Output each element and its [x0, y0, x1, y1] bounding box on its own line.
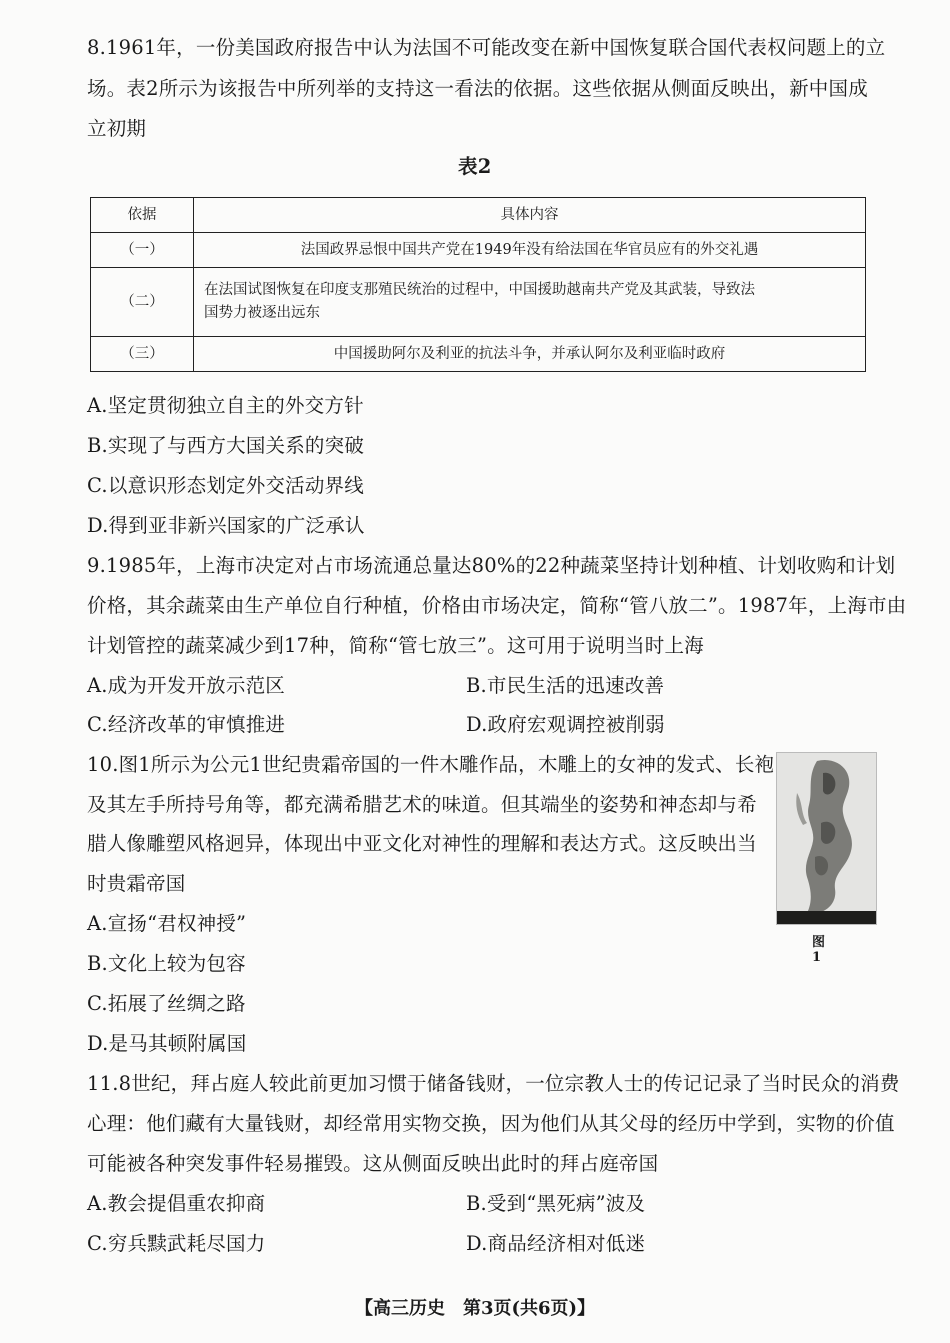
table-content-line: 法国政界忌恨中国共产党在1949年没有给法国在华官员应有的外交礼遇 [300, 241, 759, 258]
option-b[interactable]: B.实现了与西方大国关系的突破 [87, 434, 365, 457]
table-content-cell [194, 337, 866, 372]
figure-1-wood-carving [776, 752, 877, 925]
q9-stem-line: 计划管控的蔬菜减少到17种，简称“管七放三”。这可用于说明当时上海 [87, 634, 704, 657]
table-content-line: 中国援助阿尔及利亚的抗法斗争，并承认阿尔及利亚临时政府 [333, 345, 726, 362]
table-key-cell: （三） [91, 337, 194, 372]
option-d[interactable]: D.得到亚非新兴国家的广泛承认 [87, 514, 365, 537]
option-b[interactable]: B.受到“黑死病”波及 [466, 1192, 646, 1215]
q10-stem-line: 及其左手所持号角等，都充满希腊艺术的味道。但其端坐的姿势和神态却与希 [87, 793, 757, 816]
option-c[interactable]: C.拓展了丝绸之路 [87, 992, 246, 1015]
option-d[interactable]: D.商品经济相对低迷 [466, 1232, 646, 1255]
table-2 [90, 197, 866, 372]
q11-stem-line: 心理：他们藏有大量钱财，却经常用实物交换，因为他们从其父母的经历中学到，实物的价值 [87, 1112, 895, 1135]
q10-stem-line: 时贵霜帝国 [87, 872, 186, 895]
table-row [91, 337, 866, 372]
table-key-cell: （一） [91, 233, 194, 268]
q8-stem-line: 8.1961年，一份美国政府报告中认为法国不可能改变在新中国恢复联合国代表权问题上的立 [87, 36, 886, 59]
q11-stem-line: 可能被各种突发事件轻易摧毁。这从侧面反映出此时的拜占庭帝国 [87, 1152, 659, 1175]
q9-stem-line: 价格，其余蔬菜由生产单位自行种植，价格由市场决定，简称“管八放二”。1987年，上海市由 [87, 594, 907, 617]
table-content-cell [194, 268, 866, 337]
option-d[interactable]: D.政府宏观调控被削弱 [466, 713, 665, 736]
option-a[interactable]: A.成为开发开放示范区 [87, 674, 285, 697]
option-a[interactable]: A.坚定贯彻独立自主的外交方针 [87, 394, 364, 417]
option-b[interactable]: B.文化上较为包容 [87, 952, 246, 975]
q8-stem-line: 场。表2所示为该报告中所列举的支持这一看法的依据。这些依据从侧面反映出，新中国成 [87, 77, 868, 100]
q10-stem-line: 10.图1所示为公元1世纪贵霜帝国的一件木雕作品，木雕上的女神的发式、长袍 [87, 753, 775, 776]
table-content-line: 在法国试图恢复在印度支那殖民统治的过程中，中国援助越南共产党及其武装，导致法 [204, 282, 755, 298]
option-b[interactable]: B.市民生活的迅速改善 [466, 674, 665, 697]
option-a[interactable]: A.宣扬“君权神授” [87, 912, 247, 935]
option-c[interactable]: C.穷兵黩武耗尽国力 [87, 1232, 266, 1255]
option-c[interactable]: C.以意识形态划定外交活动界线 [87, 474, 364, 497]
page-footer: 【高三历史 第3页(共6页)】 [354, 1298, 596, 1319]
q9-stem-line: 9.1985年，上海市决定对占市场流通总量达80%的22种蔬菜坚持计划种植、计划收购和计划 [87, 554, 896, 577]
table-title: 表2 [458, 155, 492, 178]
table-key-cell: （二） [91, 268, 194, 337]
q8-stem-line: 立初期 [87, 117, 147, 140]
figure-caption: 图1 [812, 935, 826, 965]
option-d[interactable]: D.是马其顿附属国 [87, 1032, 247, 1055]
option-a[interactable]: A.教会提倡重农抑商 [87, 1192, 266, 1215]
table-header-cell: 具体内容 [194, 198, 866, 233]
option-c[interactable]: C.经济改革的审慎推进 [87, 713, 286, 736]
table-row [91, 233, 866, 268]
q10-stem-line: 腊人像雕塑风格迥异，体现出中亚文化对神性的理解和表达方式。这反映出当 [87, 832, 757, 855]
q11-stem-line: 11.8世纪，拜占庭人较此前更加习惯于储备钱财，一位宗教人士的传记记录了当时民众的消费 [87, 1072, 900, 1095]
wood-carving-image [777, 753, 876, 924]
table-content-cell [194, 233, 866, 268]
table-header-cell: 依据 [91, 198, 194, 233]
table-row [91, 268, 866, 337]
table-content-line: 国势力被逐出远东 [204, 305, 320, 321]
table-header-row [91, 198, 866, 233]
